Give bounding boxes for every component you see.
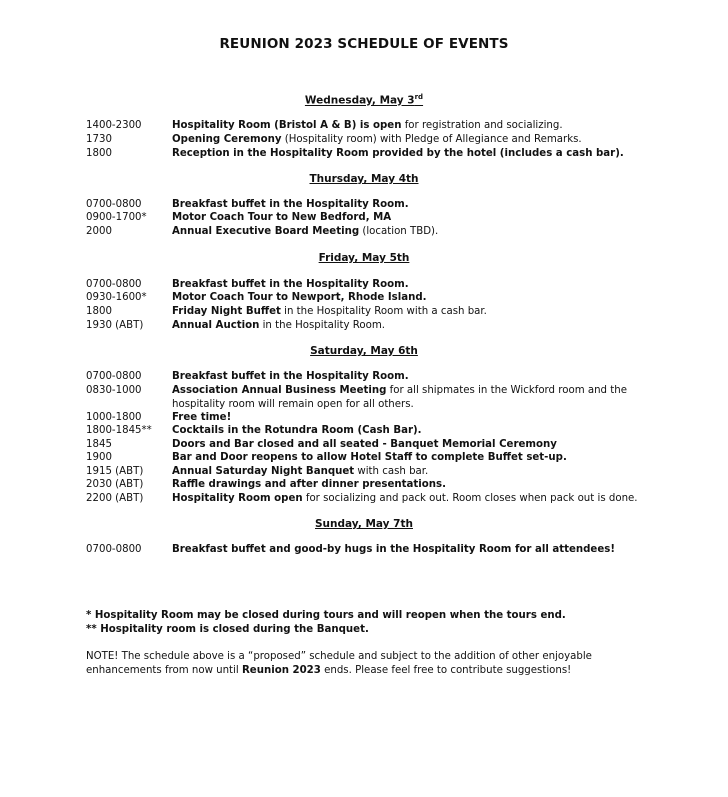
event-title: Annual Executive Board Meeting [172, 226, 360, 237]
event-title: Cocktails in the Rotundra Room (Cash Bar). [172, 425, 422, 436]
closing-note-text-end: ends. Please feel free to contribute suggestions! [320, 665, 572, 676]
event-detail: (location TBD). [359, 226, 439, 237]
event-title: Motor Coach Tour to New Bedford, MA [172, 212, 392, 223]
event-time: 0900-1700* [86, 212, 147, 223]
event-time: 0830-1000 [86, 385, 142, 396]
event-time: 0930-1600* [86, 292, 147, 303]
event-title: Doors and Bar closed and all seated - Banquet Memorial Ceremony [172, 439, 557, 450]
closing-note [86, 650, 646, 678]
event-time: 1800-1845** [86, 425, 152, 436]
event-detail: for socializing and pack out. Room closes when pack out is done. [302, 493, 638, 504]
event-time: 2200 (ABT) [86, 493, 144, 504]
day-heading-sunday: Sunday, May 7th [315, 518, 413, 530]
event-time: 0700-0800 [86, 544, 142, 555]
event-time: 1900 [86, 452, 112, 463]
event-title: Hospitality Room open [172, 493, 303, 504]
event-title: Breakfast buffet in the Hospitality Room. [172, 371, 409, 382]
event-title: Annual Auction [172, 320, 260, 331]
event-title: Bar and Door reopens to allow Hotel Staff to complete Buffet set-up. [172, 452, 567, 463]
event-detail: with cash bar. [354, 466, 429, 477]
event-title: Reception in the Hospitality Room provided by the hotel (includes a cash bar). [172, 148, 624, 159]
closing-note-text: NOTE! The schedule above is a “proposed” schedule and subject to the addition of other enjoyable enhancements from now until [86, 651, 592, 676]
event-time: 2030 (ABT) [86, 479, 144, 490]
event-detail: in the Hospitality Room. [259, 320, 385, 331]
event-title: Breakfast buffet and good-by hugs in the Hospitality Room for all attendees! [172, 544, 615, 555]
event-detail: (Hospitality room) with Pledge of Allegiance and Remarks. [281, 134, 582, 145]
event-title: Association Annual Business Meeting [172, 385, 387, 396]
event-time: 1800 [86, 306, 112, 317]
event-title: Friday Night Buffet [172, 306, 281, 317]
event-title: Raffle drawings and after dinner presentations. [172, 479, 446, 490]
event-detail: for registration and socializing. [401, 120, 563, 131]
closing-note-event-name: Reunion 2023 [241, 665, 321, 676]
event-title: Annual Saturday Night Banquet [172, 466, 355, 477]
event-time: 1000-1800 [86, 412, 142, 423]
footnote-tours: * Hospitality Room may be closed during tours and will reopen when the tours end. [86, 610, 566, 621]
event-title: Motor Coach Tour to Newport, Rhode Island. [172, 292, 427, 303]
event-time: 2000 [86, 226, 112, 237]
day-heading-thursday: Thursday, May 4th [309, 173, 419, 185]
event-title: Breakfast buffet in the Hospitality Room. [172, 199, 409, 210]
event-time: 1930 (ABT) [86, 320, 144, 331]
event-time: 1400-2300 [86, 120, 142, 131]
footnote-banquet: ** Hospitality room is closed during the Banquet. [86, 624, 369, 635]
day-heading-friday: Friday, May 5th [318, 252, 410, 264]
event-title: Opening Ceremony [172, 134, 282, 145]
event-detail: for all shipmates in the Wickford room and the hospitality room will remain open for all others. [172, 385, 627, 410]
event-title: Free time! [172, 412, 232, 423]
event-time: 0700-0800 [86, 279, 142, 290]
event-title: Breakfast buffet in the Hospitality Room. [172, 279, 409, 290]
event-time: 0700-0800 [86, 199, 142, 210]
day-heading-wednesday: Wednesday, May 3rd [304, 93, 424, 107]
event-time: 0700-0800 [86, 371, 142, 382]
event-time: 1915 (ABT) [86, 466, 144, 477]
day-heading-saturday: Saturday, May 6th [310, 345, 418, 357]
event-title: Hospitality Room (Bristol A & B) is open [172, 120, 402, 131]
event-time: 1730 [86, 134, 112, 145]
event-time: 1845 [86, 439, 112, 450]
event-detail: in the Hospitality Room with a cash bar. [280, 306, 487, 317]
page-title: REUNION 2023 SCHEDULE OF EVENTS [219, 36, 509, 52]
event-time: 1800 [86, 148, 112, 159]
